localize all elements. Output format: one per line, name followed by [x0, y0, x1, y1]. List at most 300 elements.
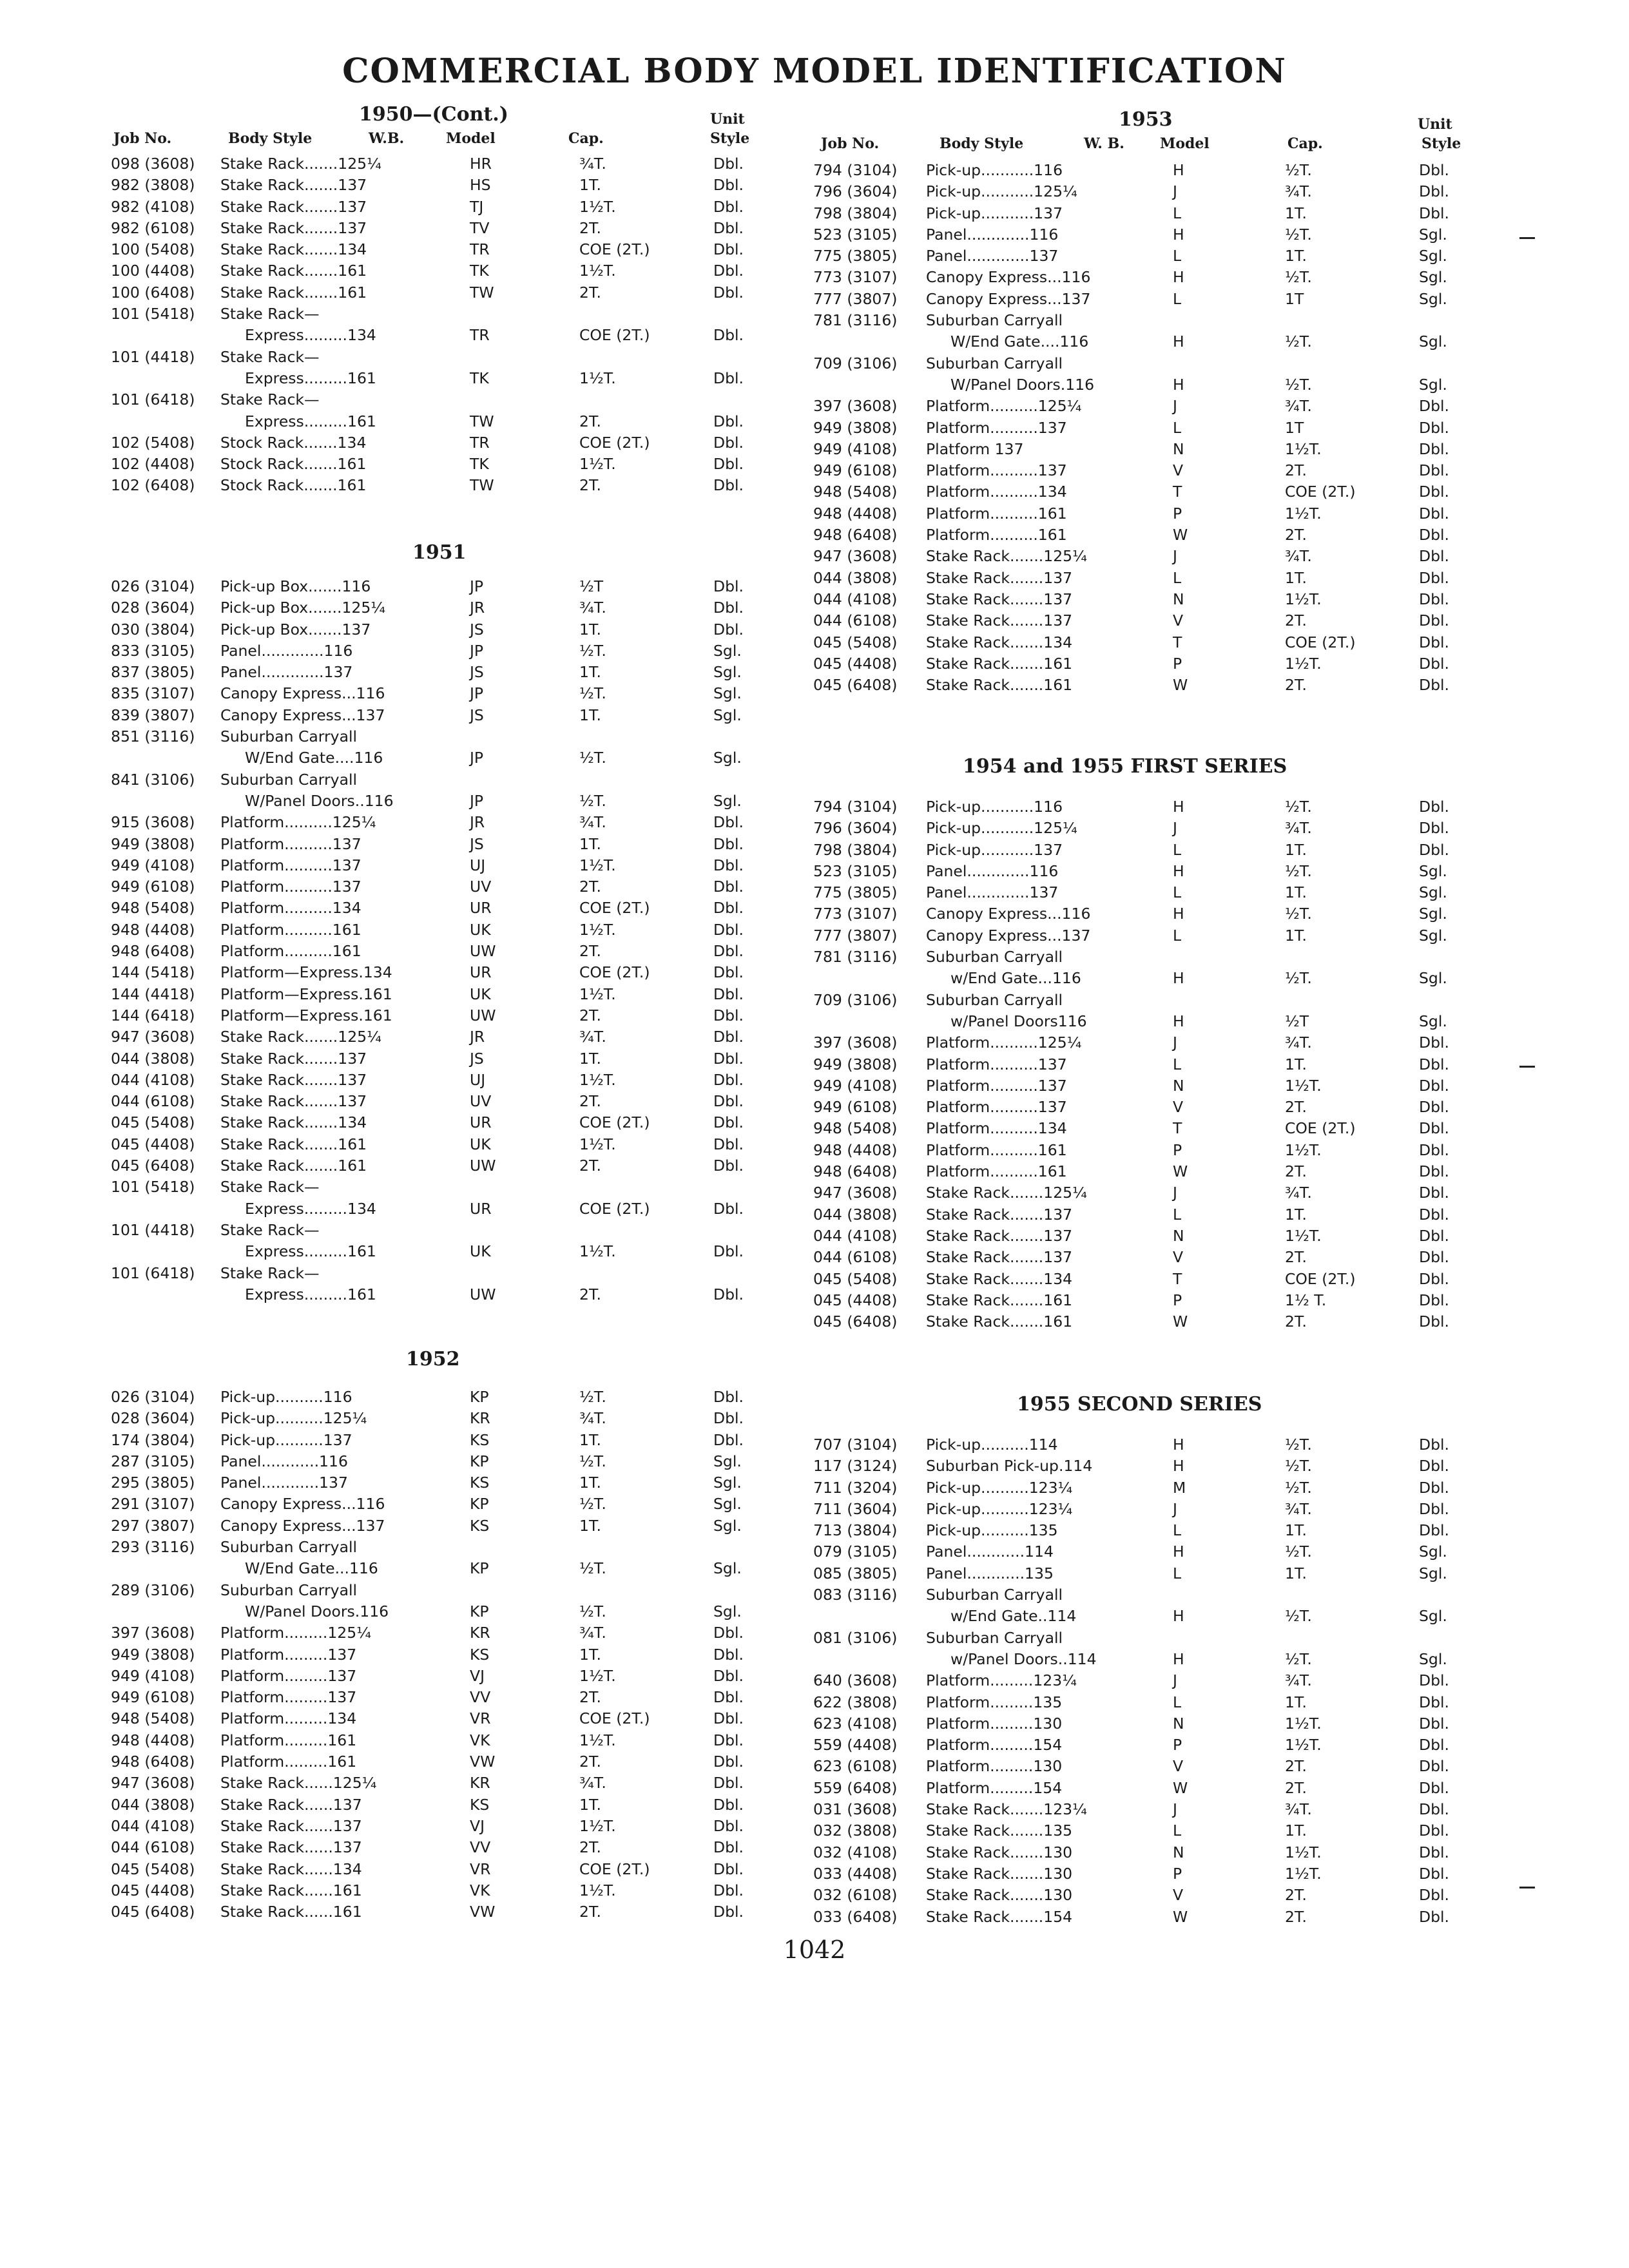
capacity: COE (2T.) [1285, 1269, 1356, 1288]
model-code: H [1173, 905, 1184, 923]
job-number: 081 (3106) [813, 1628, 898, 1647]
model-code: UR [470, 1113, 492, 1132]
job-number: 949 (4108) [813, 1076, 898, 1095]
capacity: ¾T. [579, 1624, 606, 1642]
unit-style: Sgl. [713, 1474, 742, 1492]
capacity: 1½T. [579, 197, 616, 216]
model-code: TV [470, 218, 490, 237]
job-number: 713 (3804) [813, 1521, 898, 1540]
capacity: ½T. [579, 684, 606, 703]
job-number: 773 (3107) [813, 268, 898, 287]
table-row [111, 1794, 781, 1816]
capacity: ½T. [1285, 1649, 1312, 1668]
job-number: 798 (3804) [813, 840, 898, 859]
section-title: 1954 and 1955 FIRST SERIES [963, 755, 1287, 778]
capacity: ½T. [1285, 861, 1312, 880]
table-row [111, 1026, 781, 1048]
body-style: Platform..........125¼ [926, 397, 1082, 416]
unit-style: Dbl. [1419, 654, 1450, 673]
body-style: Stake Rack— [220, 1220, 320, 1239]
model-code: VV [470, 1838, 491, 1857]
capacity: ½T. [579, 1388, 606, 1406]
table-row [813, 1735, 1483, 1756]
unit-style: Sgl. [1419, 926, 1447, 945]
table-row [111, 1198, 781, 1220]
unit-style: Dbl. [1419, 182, 1450, 201]
unit-style: Dbl. [1419, 1907, 1450, 1926]
body-style: Platform..........161 [926, 1140, 1067, 1159]
body-style: Suburban Pick-up.114 [926, 1457, 1093, 1475]
capacity: ½T. [1285, 1542, 1312, 1561]
job-number: 796 (3604) [813, 182, 898, 201]
unit-style: Dbl. [1419, 798, 1450, 816]
model-code: UW [470, 1157, 496, 1175]
unit-style: Dbl. [713, 899, 744, 918]
body-style: Panel.............116 [220, 641, 353, 660]
table-row [813, 1456, 1483, 1477]
model-code: TK [470, 369, 489, 387]
table-row [813, 546, 1483, 567]
capacity: ¾T. [1285, 1184, 1312, 1202]
unit-style: Dbl. [1419, 1714, 1450, 1733]
body-style: Pick-up...........125¼ [926, 182, 1077, 201]
body-style: Pick-up...........125¼ [926, 819, 1077, 838]
section-title: 1951 [412, 541, 467, 564]
body-style: Stake Rack.......137 [926, 1248, 1073, 1267]
table-row [813, 418, 1483, 439]
job-number: 098 (3608) [111, 155, 195, 173]
model-code: P [1173, 1736, 1182, 1754]
job-number: 044 (6108) [111, 1092, 195, 1111]
job-number: 397 (3608) [813, 1033, 898, 1052]
model-code: JP [470, 749, 484, 767]
unit-style: Dbl. [713, 1709, 744, 1728]
unit-style: Dbl. [713, 1409, 744, 1428]
table-row [111, 1134, 781, 1155]
model-code: UR [470, 1199, 492, 1218]
capacity: ¾T. [579, 813, 606, 832]
unit-style: Dbl. [1419, 397, 1450, 416]
table-row [813, 1907, 1483, 1928]
job-number: 948 (4408) [111, 920, 195, 939]
unit-style: Sgl. [1419, 247, 1447, 265]
model-code: L [1173, 1821, 1182, 1840]
table-row [111, 1005, 781, 1026]
capacity: ½T. [579, 749, 606, 767]
table-row [813, 310, 1483, 331]
capacity: COE (2T.) [579, 326, 650, 345]
capacity: ½T. [1285, 161, 1312, 179]
margin-mark [1519, 1066, 1535, 1068]
table-row [813, 589, 1483, 610]
body-style: Stake Rack.......161 [220, 283, 367, 302]
table-row [813, 1778, 1483, 1799]
job-number: 045 (4408) [813, 1291, 898, 1309]
table-row [111, 454, 781, 475]
unit-style: Dbl. [1419, 1499, 1450, 1518]
body-style: Stake Rack.......161 [220, 1135, 367, 1153]
body-style: W/End Gate....116 [245, 749, 383, 767]
model-code: UK [470, 985, 491, 1003]
job-number: 781 (3116) [813, 948, 898, 966]
capacity: ½T. [1285, 375, 1312, 394]
model-code: P [1173, 654, 1182, 673]
capacity: 1½T. [579, 1816, 616, 1835]
table-row [813, 568, 1483, 589]
capacity: COE (2T.) [1285, 1119, 1356, 1138]
table-row [111, 876, 781, 898]
body-style: Canopy Express...137 [220, 706, 385, 724]
capacity: COE (2T.) [579, 1709, 650, 1728]
job-number: 044 (6108) [111, 1838, 195, 1857]
table-row [111, 368, 781, 389]
model-code: L [1173, 1521, 1182, 1540]
page-number: 1042 [783, 1936, 846, 1964]
model-code: H [1173, 969, 1184, 988]
body-style: W/End Gate....116 [950, 332, 1089, 351]
body-style: Panel.............116 [926, 861, 1059, 880]
table-row [813, 1140, 1483, 1161]
body-style: Pick-up...........116 [926, 161, 1063, 179]
unit-style: Sgl. [1419, 1012, 1447, 1030]
job-number: 101 (4418) [111, 347, 195, 366]
model-code: H [1173, 375, 1184, 394]
capacity: ½T. [579, 1559, 606, 1578]
job-number: 709 (3106) [813, 990, 898, 1009]
job-number: 949 (6108) [813, 461, 898, 480]
unit-style: Dbl. [713, 878, 744, 896]
model-code: UR [470, 963, 492, 982]
capacity: ½T. [579, 1602, 606, 1620]
section-title: 1955 SECOND SERIES [1017, 1393, 1262, 1416]
body-style: Stake Rack.......137 [220, 1049, 367, 1068]
capacity: 1T. [579, 1516, 601, 1535]
unit-style: Dbl. [713, 455, 744, 474]
unit-style: Dbl. [1419, 1457, 1450, 1475]
table-row [111, 1751, 781, 1773]
table-row [111, 1241, 781, 1262]
job-number: 045 (5408) [813, 633, 898, 651]
capacity: ½T. [1285, 332, 1312, 351]
body-style: Platform.........123¼ [926, 1671, 1077, 1690]
body-style: Platform.........130 [926, 1714, 1063, 1733]
capacity: ¾T. [1285, 819, 1312, 838]
body-style: Suburban Carryall [926, 311, 1063, 330]
table-row [111, 791, 781, 812]
unit-style: Dbl. [1419, 1886, 1450, 1905]
table-row [111, 1666, 781, 1687]
job-number: 044 (3808) [813, 568, 898, 587]
body-style: Stake Rack.......161 [926, 1291, 1073, 1309]
model-code: TW [470, 283, 494, 302]
capacity: 1T. [579, 1049, 601, 1068]
capacity: ¾T. [1285, 1800, 1312, 1819]
header-style: Style [1422, 135, 1461, 152]
unit-style: Dbl. [713, 1838, 744, 1857]
model-code: J [1173, 547, 1177, 566]
job-number: 045 (6408) [111, 1157, 195, 1175]
table-row [813, 160, 1483, 181]
body-style: Pick-up Box.......116 [220, 577, 371, 595]
capacity: 2T. [579, 476, 601, 495]
job-number: 949 (6108) [111, 1688, 195, 1707]
model-code: UK [470, 920, 491, 939]
unit-style: Dbl. [1419, 633, 1450, 651]
body-style: Platform..........137 [926, 1076, 1067, 1095]
model-code: KP [470, 1559, 489, 1578]
capacity: ¾T. [579, 599, 606, 617]
capacity: COE (2T.) [579, 1113, 650, 1132]
body-style: Suburban Carryall [220, 1581, 358, 1599]
capacity: 2T. [1285, 1162, 1307, 1181]
job-number: 523 (3105) [813, 225, 898, 244]
body-style: Stake Rack......161 [220, 1903, 362, 1921]
table-row [813, 1097, 1483, 1118]
unit-style: Sgl. [713, 663, 742, 682]
header-wb: W. B. [1084, 135, 1124, 152]
table-row [111, 1515, 781, 1537]
table-row [111, 1837, 781, 1858]
model-code: J [1173, 182, 1177, 201]
body-style: Platform..........137 [926, 418, 1067, 437]
model-code: TK [470, 455, 489, 474]
unit-style: Dbl. [1419, 1119, 1450, 1138]
capacity: ¾T. [1285, 1671, 1312, 1690]
unit-style: Sgl. [1419, 1649, 1447, 1668]
model-code: L [1173, 568, 1182, 587]
job-number: 948 (5408) [111, 899, 195, 918]
table-row [111, 1601, 781, 1622]
body-style: Stake Rack— [220, 1264, 320, 1282]
unit-style: Sgl. [713, 1559, 742, 1578]
model-code: UR [470, 899, 492, 918]
body-style: Platform..........161 [926, 526, 1067, 544]
header-job-no: Job No. [821, 135, 880, 152]
model-code: JS [470, 834, 484, 853]
capacity: 1T. [1285, 926, 1307, 945]
body-style: w/Panel Doors..114 [950, 1649, 1097, 1668]
body-style: Express.........161 [245, 1285, 376, 1303]
table-row [813, 903, 1483, 925]
body-style: Stake Rack.......130 [926, 1886, 1073, 1905]
body-style: Suburban Carryall [926, 948, 1063, 966]
model-code: JS [470, 1049, 484, 1068]
unit-style: Dbl. [1419, 840, 1450, 859]
unit-style: Sgl. [713, 1516, 742, 1535]
body-style: Pick-up Box.......125¼ [220, 599, 386, 617]
body-style: Stake Rack.......130 [926, 1864, 1073, 1883]
body-style: Stock Rack.......161 [220, 476, 367, 495]
model-code: UJ [470, 856, 486, 874]
job-number: 101 (5418) [111, 305, 195, 323]
capacity: 1½ T. [1285, 1291, 1327, 1309]
job-number: 622 (3808) [813, 1693, 898, 1711]
body-style: Stake Rack......137 [220, 1795, 362, 1814]
capacity: COE (2T.) [579, 963, 650, 982]
unit-style: Dbl. [1419, 204, 1450, 222]
table-row [813, 1290, 1483, 1311]
model-code: V [1173, 1248, 1184, 1267]
unit-style: Dbl. [713, 1157, 744, 1175]
body-style: Stake Rack.......137 [220, 218, 367, 237]
body-style: Stake Rack.......125¼ [926, 547, 1087, 566]
job-number: 794 (3104) [813, 161, 898, 179]
table-row [813, 1075, 1483, 1097]
job-number: 289 (3106) [111, 1581, 195, 1599]
table-row [111, 432, 781, 454]
body-style: Pick-up..........137 [220, 1430, 352, 1449]
capacity: 2T. [1285, 1098, 1307, 1117]
body-style: Panel.............137 [926, 247, 1059, 265]
model-code: UW [470, 1285, 496, 1303]
model-code: KS [470, 1430, 490, 1449]
model-code: VJ [470, 1666, 485, 1685]
body-style: Stake Rack.......137 [926, 1226, 1073, 1245]
model-code: VJ [470, 1816, 485, 1835]
job-number: 851 (3116) [111, 727, 195, 746]
table-row [111, 1537, 781, 1558]
table-row [813, 1311, 1483, 1332]
unit-style: Dbl. [713, 155, 744, 173]
model-code: V [1173, 1886, 1184, 1905]
capacity: 1½T. [579, 1070, 616, 1089]
unit-style: Dbl. [1419, 483, 1450, 501]
unit-style: Dbl. [1419, 461, 1450, 480]
table-row [813, 861, 1483, 882]
table-row [813, 374, 1483, 396]
unit-style: Dbl. [713, 1881, 744, 1899]
body-style: Express.........134 [245, 326, 376, 345]
model-code: JR [470, 813, 485, 832]
table-row [111, 218, 781, 239]
model-code: V [1173, 1098, 1184, 1117]
job-number: 397 (3608) [813, 397, 898, 416]
table-row [813, 1011, 1483, 1032]
unit-style: Dbl. [1419, 1205, 1450, 1224]
job-number: 948 (4408) [813, 504, 898, 523]
capacity: ½T. [1285, 905, 1312, 923]
job-number: 559 (4408) [813, 1736, 898, 1754]
unit-style: Dbl. [713, 1285, 744, 1303]
capacity: 1T. [579, 1795, 601, 1814]
capacity: 1½T. [579, 856, 616, 874]
body-style: Suburban Carryall [926, 990, 1063, 1009]
job-number: 144 (5418) [111, 963, 195, 982]
model-code: L [1173, 1693, 1182, 1711]
table-row [111, 705, 781, 726]
table-row [111, 1644, 781, 1666]
unit-style: Dbl. [1419, 1436, 1450, 1454]
table-row [813, 1863, 1483, 1885]
capacity: ¾T. [1285, 1499, 1312, 1518]
table-row [813, 1692, 1483, 1713]
capacity: COE (2T.) [579, 433, 650, 452]
body-style: Platform..........137 [926, 1098, 1067, 1117]
body-style: Suburban Carryall [926, 1586, 1063, 1604]
capacity: ¾T. [579, 1409, 606, 1428]
unit-style: Dbl. [713, 283, 744, 302]
unit-style: Dbl. [1419, 418, 1450, 437]
job-number: 102 (6408) [111, 476, 195, 495]
capacity: 2T. [579, 283, 601, 302]
capacity: COE (2T.) [579, 1860, 650, 1878]
table-row [813, 1820, 1483, 1841]
body-style: Express.........161 [245, 1242, 376, 1261]
job-number: 033 (4408) [813, 1864, 898, 1883]
body-style: Platform—Express.161 [220, 985, 392, 1003]
model-code: VK [470, 1881, 490, 1899]
unit-style: Dbl. [713, 1113, 744, 1132]
capacity: ¾T. [579, 155, 606, 173]
model-code: N [1173, 1076, 1184, 1095]
table-row [111, 662, 781, 683]
table-row [111, 576, 781, 597]
body-style: Pick-up...........137 [926, 204, 1063, 222]
capacity: 1½T. [1285, 1714, 1322, 1733]
body-style: Stake Rack......137 [220, 1816, 362, 1835]
capacity: 1T. [579, 1474, 601, 1492]
body-style: Stake Rack.......161 [220, 1157, 367, 1175]
body-style: w/Panel Doors116 [950, 1012, 1087, 1030]
unit-style: Dbl. [1419, 1778, 1450, 1797]
body-style: Stake Rack.......137 [220, 197, 367, 216]
job-number: 101 (4418) [111, 1220, 195, 1239]
job-number: 045 (4408) [813, 654, 898, 673]
job-number: 948 (4408) [813, 1140, 898, 1159]
table-row [813, 796, 1483, 818]
unit-style: Dbl. [1419, 1098, 1450, 1117]
model-code: JP [470, 577, 484, 595]
capacity: 1T. [1285, 1693, 1307, 1711]
unit-style: Dbl. [713, 1903, 744, 1921]
unit-style: Sgl. [1419, 375, 1447, 394]
model-code: V [1173, 1757, 1184, 1776]
capacity: 1T. [1285, 1205, 1307, 1224]
job-number: 032 (3808) [813, 1821, 898, 1840]
model-code: J [1173, 1184, 1177, 1202]
table-row [111, 726, 781, 747]
body-style: Platform.........135 [926, 1693, 1063, 1711]
capacity: 2T. [579, 1753, 601, 1771]
job-number: 709 (3106) [813, 354, 898, 372]
job-number: 841 (3106) [111, 770, 195, 789]
unit-style: Dbl. [1419, 1226, 1450, 1245]
model-code: JS [470, 620, 484, 639]
capacity: 1½T. [579, 262, 616, 280]
unit-style: Dbl. [1419, 1076, 1450, 1095]
model-code: VK [470, 1731, 490, 1749]
unit-style: Dbl. [713, 1135, 744, 1153]
job-number: 711 (3204) [813, 1478, 898, 1497]
job-number: 833 (3105) [111, 641, 195, 660]
job-number: 711 (3604) [813, 1499, 898, 1518]
body-style: Suburban Carryall [220, 770, 358, 789]
table-row [111, 962, 781, 983]
table-row [111, 347, 781, 368]
body-style: Stake Rack.......125¼ [926, 1184, 1087, 1202]
section-title: 1952 [406, 1348, 460, 1370]
model-code: KP [470, 1602, 489, 1620]
capacity: ¾T. [579, 1774, 606, 1792]
job-number: 948 (5408) [813, 483, 898, 501]
unit-style: Sgl. [713, 791, 742, 810]
unit-style: Dbl. [1419, 1033, 1450, 1052]
model-code: KP [470, 1495, 489, 1514]
unit-style: Dbl. [1419, 568, 1450, 587]
body-style: Stake Rack.......161 [926, 1312, 1073, 1331]
model-code: N [1173, 1843, 1184, 1861]
capacity: 1½T. [1285, 439, 1322, 458]
